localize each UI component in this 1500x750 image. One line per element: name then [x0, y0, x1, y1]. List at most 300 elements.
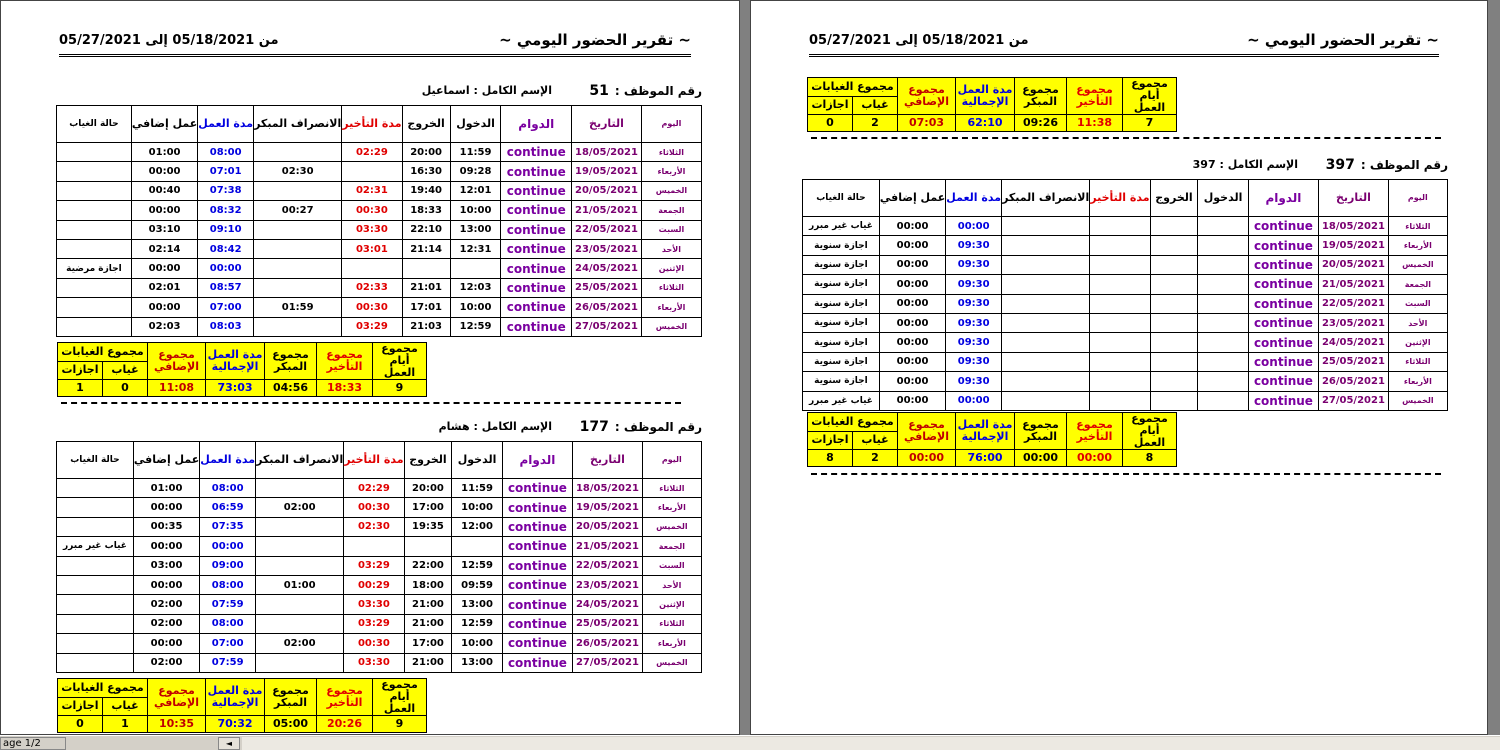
summary-value-absent: 1 [103, 716, 148, 733]
cell-late: 02:30 [344, 517, 404, 536]
cell-day: السبت [641, 220, 701, 239]
cell-overtime: 02:03 [131, 317, 197, 336]
cell-absence-status [57, 278, 132, 297]
cell-early-leave: 00:27 [254, 201, 342, 220]
separator [61, 402, 681, 404]
cell-check-out: 20:00 [402, 143, 450, 162]
summary-label-absent: غياب [103, 697, 148, 716]
cell-overtime: 00:00 [131, 162, 197, 181]
column-header-early-leave: الانصراف المبكر [256, 442, 344, 479]
cell-absence-status: اجازة مرضية [57, 259, 132, 278]
summary-value-duration: 70:32 [206, 716, 265, 733]
cell-check-out [1150, 217, 1198, 236]
cell-overtime: 00:00 [879, 255, 945, 274]
summary-label-late: مجموع التأخير [317, 679, 373, 716]
horizontal-scrollbar[interactable] [242, 737, 1500, 750]
summary-label-duration: مدة العمل الإجمالية [956, 413, 1015, 450]
cell-check-out: 19:35 [404, 517, 452, 536]
cell-late [1090, 333, 1150, 352]
cell-overtime: 03:10 [131, 220, 197, 239]
cell-early-leave [1002, 275, 1090, 294]
summary-value-ot: 11:08 [148, 380, 206, 397]
summary-label-late: مجموع التأخير [317, 343, 373, 380]
cell-shift: continue [501, 278, 572, 297]
cell-date: 25/05/2021 [572, 278, 642, 297]
employee-block-177 [56, 415, 702, 673]
employee-block-397 [802, 153, 1448, 411]
cell-overtime: 00:00 [879, 333, 945, 352]
cell-early-leave [1002, 391, 1090, 410]
summary-label-early: مجموع المبكر [265, 679, 317, 716]
cell-date: 20/05/2021 [573, 517, 643, 536]
column-header-check-in: الدخول [452, 442, 502, 479]
column-header-overtime: عمل إضافي [133, 442, 199, 479]
summary-label-duration: مدة العمل الإجمالية [206, 343, 265, 380]
column-header-work-duration: مدة العمل [198, 106, 254, 143]
cell-work-duration: 09:00 [200, 556, 256, 575]
cell-overtime: 02:14 [131, 239, 197, 258]
attendance-table [56, 105, 702, 337]
table-row [803, 372, 1448, 391]
summary-values-row [58, 716, 427, 733]
cell-shift: continue [1248, 294, 1318, 313]
table-row [57, 498, 702, 517]
table-row [803, 255, 1448, 274]
column-header-day: اليوم [1388, 180, 1447, 217]
column-header-check-in: الدخول [1198, 180, 1248, 217]
report-title: ~ تقرير الحضور اليومي ~ [1247, 31, 1439, 49]
cell-shift: continue [501, 298, 572, 317]
cell-check-out [1150, 236, 1198, 255]
cell-overtime: 00:00 [131, 201, 197, 220]
employee-id: 51 [589, 83, 609, 99]
cell-late: 02:29 [344, 479, 404, 498]
summary-values-row [58, 380, 427, 397]
cell-check-in: 12:03 [450, 278, 501, 297]
summary-values-row [808, 115, 1177, 132]
cell-check-in: 12:59 [450, 317, 501, 336]
cell-work-duration: 09:30 [946, 352, 1002, 371]
cell-work-duration: 09:30 [946, 372, 1002, 391]
table-row [803, 236, 1448, 255]
cell-early-leave [254, 220, 342, 239]
cell-early-leave [254, 239, 342, 258]
employee-summary-177 [57, 678, 427, 733]
cell-overtime: 02:00 [133, 614, 199, 633]
cell-absence-status: اجازة سنوية [803, 313, 880, 332]
cell-shift: continue [502, 634, 572, 653]
cell-shift: continue [502, 537, 572, 556]
cell-work-duration: 08:42 [198, 239, 254, 258]
summary-value-leaves: 0 [58, 716, 103, 733]
summary-label-ot: مجموع الإضافي [148, 343, 206, 380]
cell-shift: continue [1248, 255, 1318, 274]
table-row [803, 352, 1448, 371]
cell-day: الخميس [641, 181, 701, 200]
employee-id-caption: رقم الموظف : [614, 84, 702, 98]
cell-absence-status: غياب غير مبرر [803, 217, 880, 236]
cell-check-in: 10:00 [452, 634, 502, 653]
cell-date: 19/05/2021 [573, 498, 643, 517]
cell-shift: continue [502, 614, 572, 633]
cell-absence-status [57, 162, 132, 181]
cell-check-in [1198, 255, 1248, 274]
cell-date: 24/05/2021 [572, 259, 642, 278]
cell-early-leave: 01:59 [254, 298, 342, 317]
summary-label-work_days: مجموع أيام العمل [373, 679, 427, 716]
cell-late [1090, 275, 1150, 294]
cell-check-in: 12:01 [450, 181, 501, 200]
cell-overtime: 00:00 [879, 372, 945, 391]
table-row [803, 391, 1448, 410]
cell-late [1090, 352, 1150, 371]
summary-label-leaves: اجازات [58, 697, 103, 716]
cell-late: 00:30 [344, 498, 404, 517]
cell-check-in [1198, 313, 1248, 332]
column-header-check-out: الخروج [402, 106, 450, 143]
cell-date: 21/05/2021 [573, 537, 643, 556]
cell-early-leave [1002, 217, 1090, 236]
cell-check-in [1198, 372, 1248, 391]
cell-absence-status: اجازة سنوية [803, 275, 880, 294]
table-row [57, 479, 702, 498]
cell-shift: continue [501, 201, 572, 220]
cell-work-duration: 08:00 [200, 479, 256, 498]
summary-table [807, 77, 1177, 132]
cell-overtime: 00:00 [133, 575, 199, 594]
cell-day: الإثنين [642, 595, 701, 614]
cell-day: الثلاثاء [1388, 217, 1447, 236]
cell-early-leave [256, 517, 344, 536]
table-row [803, 294, 1448, 313]
summary-value-leaves: 1 [58, 380, 103, 397]
cell-check-out: 22:10 [402, 220, 450, 239]
column-header-absence-status: حالة الغياب [803, 180, 880, 217]
cell-shift: continue [501, 239, 572, 258]
summary-label-absences: مجموع الغيابات [58, 679, 148, 698]
cell-check-in [1198, 275, 1248, 294]
cell-check-out [1150, 333, 1198, 352]
employee-id: 177 [579, 419, 609, 435]
cell-absence-status [57, 479, 134, 498]
column-header-late: مدة التأخير [342, 106, 402, 143]
summary-value-leaves: 8 [808, 450, 853, 467]
cell-check-out: 21:00 [404, 595, 452, 614]
cell-absence-status [57, 653, 134, 672]
cell-late [1090, 372, 1150, 391]
cell-day: الثلاثاء [641, 278, 701, 297]
cell-work-duration: 08:00 [200, 575, 256, 594]
cell-overtime: 01:00 [131, 143, 197, 162]
cell-absence-status [57, 556, 134, 575]
cell-day: الثلاثاء [641, 143, 701, 162]
cell-late [1090, 217, 1150, 236]
cell-absence-status [57, 220, 132, 239]
cell-check-in: 13:00 [450, 220, 501, 239]
report-header [809, 31, 1439, 57]
cell-check-out: 17:00 [404, 634, 452, 653]
cell-early-leave [256, 537, 344, 556]
cell-early-leave [256, 614, 344, 633]
cell-work-duration: 09:30 [946, 236, 1002, 255]
cell-absence-status [57, 317, 132, 336]
cell-work-duration: 07:01 [198, 162, 254, 181]
cell-late [1090, 294, 1150, 313]
cell-day: الثلاثاء [642, 614, 701, 633]
cell-date: 26/05/2021 [573, 634, 643, 653]
cell-shift: continue [1248, 352, 1318, 371]
report-page-2 [750, 0, 1488, 735]
table-row [57, 220, 702, 239]
cell-date: 25/05/2021 [1319, 352, 1389, 371]
employee-summary-51 [57, 342, 427, 397]
cell-work-duration: 00:00 [200, 537, 256, 556]
cell-check-in [1198, 217, 1248, 236]
table-row [57, 634, 702, 653]
cell-date: 19/05/2021 [1319, 236, 1389, 255]
cell-overtime: 00:00 [131, 298, 197, 317]
cell-early-leave: 01:00 [256, 575, 344, 594]
cell-overtime: 00:00 [879, 313, 945, 332]
summary-value-ot: 00:00 [898, 450, 956, 467]
cell-check-in: 09:28 [450, 162, 501, 181]
employee-name-label [1193, 158, 1298, 171]
cell-late [1090, 313, 1150, 332]
cell-check-in [450, 259, 501, 278]
cell-work-duration: 00:00 [946, 217, 1002, 236]
cell-early-leave [1002, 333, 1090, 352]
cell-absence-status [57, 634, 134, 653]
cell-absence-status [57, 498, 134, 517]
cell-work-duration: 07:59 [200, 595, 256, 614]
cell-date: 22/05/2021 [573, 556, 643, 575]
column-header-overtime: عمل إضافي [879, 180, 945, 217]
cell-work-duration: 09:30 [946, 275, 1002, 294]
summary-value-work_days: 8 [1123, 450, 1177, 467]
cell-overtime: 00:00 [131, 259, 197, 278]
cell-overtime: 00:00 [133, 498, 199, 517]
employee-info [56, 79, 702, 105]
summary-value-duration: 73:03 [206, 380, 265, 397]
cell-check-in [1198, 352, 1248, 371]
cell-shift: continue [501, 317, 572, 336]
cell-date: 22/05/2021 [1319, 294, 1389, 313]
cell-shift: continue [1248, 372, 1318, 391]
cell-late: 02:29 [342, 143, 402, 162]
cell-check-out [1150, 255, 1198, 274]
cell-date: 26/05/2021 [572, 298, 642, 317]
cell-check-in: 10:00 [450, 298, 501, 317]
cell-absence-status [57, 298, 132, 317]
cell-day: الخميس [1388, 391, 1447, 410]
summary-label-late: مجموع التأخير [1067, 413, 1123, 450]
cell-shift: continue [1248, 333, 1318, 352]
employee-info [802, 153, 1448, 179]
cell-absence-status [57, 517, 134, 536]
employee-name-caption: الإسم الكامل : [473, 420, 552, 433]
cell-day: الخميس [642, 517, 701, 536]
scroll-left-button[interactable]: ◄ [218, 737, 240, 750]
employee-id-label [580, 419, 702, 435]
column-header-work-duration: مدة العمل [200, 442, 256, 479]
cell-check-out [402, 259, 450, 278]
summary-header-row [808, 413, 1177, 432]
cell-check-out: 18:33 [402, 201, 450, 220]
summary-label-absences: مجموع الغيابات [808, 413, 898, 432]
cell-date: 20/05/2021 [1319, 255, 1389, 274]
cell-day: الجمعة [641, 201, 701, 220]
cell-check-in: 13:00 [452, 595, 502, 614]
column-header-early-leave: الانصراف المبكر [1002, 180, 1090, 217]
summary-value-early: 05:00 [265, 716, 317, 733]
cell-overtime: 00:40 [131, 181, 197, 200]
cell-check-out: 21:14 [402, 239, 450, 258]
cell-day: الأحد [1388, 313, 1447, 332]
summary-value-absent: 2 [853, 450, 898, 467]
summary-value-duration: 62:10 [956, 115, 1015, 132]
summary-label-absent: غياب [853, 96, 898, 115]
cell-check-in: 12:00 [452, 517, 502, 536]
cell-shift: continue [501, 181, 572, 200]
summary-label-leaves: اجازات [808, 431, 853, 450]
cell-absence-status: اجازة سنوية [803, 294, 880, 313]
cell-late [1090, 255, 1150, 274]
cell-date: 26/05/2021 [1319, 372, 1389, 391]
cell-date: 27/05/2021 [1319, 391, 1389, 410]
cell-date: 23/05/2021 [573, 575, 643, 594]
cell-check-in: 12:31 [450, 239, 501, 258]
table-row [57, 162, 702, 181]
summary-header-row [808, 78, 1177, 97]
cell-overtime: 00:00 [133, 537, 199, 556]
cell-check-out: 16:30 [402, 162, 450, 181]
cell-check-out: 18:00 [404, 575, 452, 594]
cell-late: 02:33 [342, 278, 402, 297]
column-header-check-out: الخروج [404, 442, 452, 479]
cell-date: 22/05/2021 [572, 220, 642, 239]
table-row [803, 217, 1448, 236]
cell-late: 03:30 [342, 220, 402, 239]
cell-late: 02:31 [342, 181, 402, 200]
cell-overtime: 01:00 [133, 479, 199, 498]
employee-id-caption: رقم الموظف : [1360, 158, 1448, 172]
cell-late: 03:30 [344, 653, 404, 672]
cell-late [1090, 236, 1150, 255]
table-row [57, 537, 702, 556]
column-header-absence-status: حالة الغياب [57, 442, 134, 479]
cell-late [342, 162, 402, 181]
cell-absence-status: اجازة سنوية [803, 255, 880, 274]
cell-absence-status: اجازة سنوية [803, 352, 880, 371]
table-row [803, 313, 1448, 332]
cell-check-out: 20:00 [404, 479, 452, 498]
cell-early-leave [254, 278, 342, 297]
summary-label-ot: مجموع الإضافي [898, 413, 956, 450]
column-header-day: اليوم [641, 106, 701, 143]
summary-value-late: 18:33 [317, 380, 373, 397]
cell-early-leave [256, 653, 344, 672]
cell-day: الأربعاء [641, 298, 701, 317]
employee-id: 397 [1325, 157, 1355, 173]
page-indicator: age 1/2 [0, 737, 66, 750]
cell-date: 24/05/2021 [1319, 333, 1389, 352]
cell-early-leave [254, 317, 342, 336]
table-row [57, 614, 702, 633]
table-row [57, 259, 702, 278]
cell-absence-status [57, 181, 132, 200]
cell-check-in [1198, 236, 1248, 255]
employee-id-caption: رقم الموظف : [614, 420, 702, 434]
cell-early-leave [256, 595, 344, 614]
cell-late: 03:29 [344, 556, 404, 575]
cell-check-in [1198, 333, 1248, 352]
employee-summary-prev [807, 77, 1177, 132]
summary-table [57, 678, 427, 733]
cell-shift: continue [502, 556, 572, 575]
cell-check-out: 21:00 [404, 653, 452, 672]
cell-day: الأربعاء [1388, 372, 1447, 391]
cell-date: 18/05/2021 [1319, 217, 1389, 236]
separator [811, 137, 1441, 139]
summary-value-absent: 0 [103, 380, 148, 397]
cell-early-leave: 02:00 [256, 498, 344, 517]
cell-late [344, 537, 404, 556]
column-header-work-duration: مدة العمل [946, 180, 1002, 217]
summary-value-early: 09:26 [1015, 115, 1067, 132]
summary-label-absences: مجموع الغيابات [808, 78, 898, 97]
cell-overtime: 00:00 [879, 391, 945, 410]
summary-value-duration: 76:00 [956, 450, 1015, 467]
cell-date: 18/05/2021 [572, 143, 642, 162]
cell-late: 03:29 [342, 317, 402, 336]
table-header-row [803, 180, 1448, 217]
cell-absence-status: اجازة سنوية [803, 236, 880, 255]
separator [811, 473, 1441, 475]
cell-absence-status: غياب غير مبرر [803, 391, 880, 410]
cell-absence-status: غياب غير مبرر [57, 537, 134, 556]
cell-day: الأحد [641, 239, 701, 258]
cell-check-in [452, 537, 502, 556]
cell-day: الإثنين [1388, 333, 1447, 352]
summary-value-early: 00:00 [1015, 450, 1067, 467]
cell-check-in: 10:00 [452, 498, 502, 517]
cell-shift: continue [502, 595, 572, 614]
cell-late: 00:30 [342, 298, 402, 317]
summary-label-ot: مجموع الإضافي [148, 679, 206, 716]
cell-early-leave [1002, 255, 1090, 274]
cell-shift: continue [1248, 391, 1318, 410]
cell-work-duration: 09:10 [198, 220, 254, 239]
cell-day: الخميس [1388, 255, 1447, 274]
cell-work-duration: 07:00 [198, 298, 254, 317]
employee-name: اسماعيل [421, 84, 470, 97]
column-header-overtime: عمل إضافي [131, 106, 197, 143]
cell-early-leave: 02:00 [256, 634, 344, 653]
cell-day: السبت [1388, 294, 1447, 313]
cell-shift: continue [502, 653, 572, 672]
cell-early-leave [254, 143, 342, 162]
cell-day: الجمعة [1388, 275, 1447, 294]
cell-late [342, 259, 402, 278]
summary-value-work_days: 9 [373, 380, 427, 397]
table-row [57, 653, 702, 672]
report-date-range: من 05/18/2021 إلى 05/27/2021 [809, 33, 1029, 48]
cell-shift: continue [502, 479, 572, 498]
cell-work-duration: 08:00 [198, 143, 254, 162]
employee-name-caption: الإسم الكامل : [473, 84, 552, 97]
cell-work-duration: 07:00 [200, 634, 256, 653]
cell-work-duration: 00:00 [198, 259, 254, 278]
